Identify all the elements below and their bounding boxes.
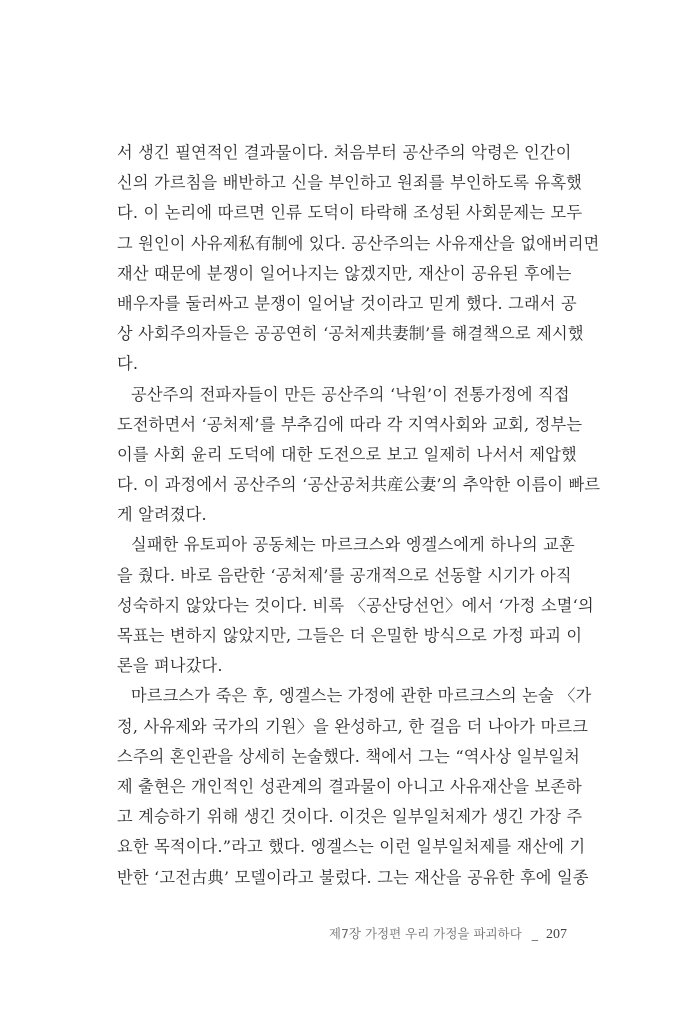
text-line: 재산 때문에 분쟁이 일어나지는 않겠지만, 재산이 공유된 후에는 — [117, 263, 572, 283]
text-line: 제 출현은 개인적인 성관계의 결과물이 아니고 사유재산을 보존하 — [117, 776, 583, 796]
text-line: 다. 이 과정에서 공산주의 ‘공산공처共産公妻’의 추악한 이름이 빠르 — [117, 475, 601, 495]
text-line: 실패한 유토피아 공동체는 마르크스와 엥겔스에게 하나의 교훈 — [131, 535, 575, 555]
text-line: 목표는 변하지 않았지만, 그들은 더 은밀한 방식으로 가정 파괴 이 — [117, 626, 583, 645]
body-text — [117, 138, 601, 893]
text-line: 신의 가르침을 배반하고 신을 부인하고 원죄를 부인하도록 유혹했 — [117, 173, 583, 193]
text-line: 론을 펴나갔다. — [117, 656, 223, 676]
text-line: 마르크스가 죽은 후, 엥겔스는 가정에 관한 마르크스의 논술 〈가 — [131, 686, 592, 706]
text-line: 반한 ‘고전古典’ 모델이라고 불렀다. 그는 재산을 공유한 후에 일종 — [117, 867, 589, 887]
text-line: 다. 이 논리에 따르면 인류 도덕이 타락해 조성된 사회문제는 모두 — [117, 203, 583, 223]
running-title: 제7장 가정편 우리 가정을 파괴하다 — [328, 926, 522, 941]
text-line: 서 생긴 필연적인 결과물이다. 처음부터 공산주의 악령은 인간이 — [117, 143, 572, 162]
text-line: 게 알려졌다. — [117, 505, 207, 525]
text-line: 성숙하지 않았다는 것이다. 비록 〈공산당선언〉에서 ‘가정 소멸‘의 — [117, 595, 594, 615]
text-line: 정, 사유제와 국가의 기원〉을 완성하고, 한 걸음 더 나아가 마르크 — [117, 716, 589, 736]
text-line: 배우자를 둘러싸고 분쟁이 일어날 것이라고 믿게 했다. 그래서 공 — [117, 293, 577, 313]
text-line: 공산주의 전파자들이 만든 공산주의 ‘낙원’이 전통가정에 직접 — [131, 384, 570, 404]
text-line: 그 원인이 사유제私有制에 있다. 공산주의는 사유재산을 없애버리면 — [117, 233, 600, 253]
text-line: 스주의 혼인관을 상세히 논술했다. 책에서 그는 “역사상 일부일처 — [117, 746, 581, 766]
text-line: 상 사회주의자들은 공공연히 ‘공처제共妻制’를 해결책으로 제시했 — [117, 324, 584, 344]
page-footer — [329, 924, 567, 943]
footer-separator: _ — [531, 926, 539, 941]
paragraph — [117, 681, 592, 892]
text-line: 을 줬다. 바로 음란한 ‘공처제’를 공개적으로 선동할 시기가 아직 — [117, 565, 572, 585]
text-line: 요한 목적이다.”라고 했다. 엥겔스는 이런 일부일처제를 재산에 기 — [117, 837, 586, 857]
text-line: 이를 사회 윤리 도덕에 대한 도전으로 보고 일제히 나서서 제압했 — [117, 444, 577, 464]
text-line: 고 계승하기 위해 생긴 것이다. 이것은 일부일처제가 생긴 가장 주 — [117, 807, 583, 827]
text-line: 도전하면서 ‘공처제’를 부추김에 따라 각 지역사회와 교회, 정부는 — [117, 414, 583, 434]
page-number: 207 — [546, 927, 567, 942]
text-line: 다. — [117, 354, 139, 374]
paragraph — [117, 530, 594, 681]
paragraph — [117, 138, 600, 380]
paragraph — [117, 380, 601, 531]
